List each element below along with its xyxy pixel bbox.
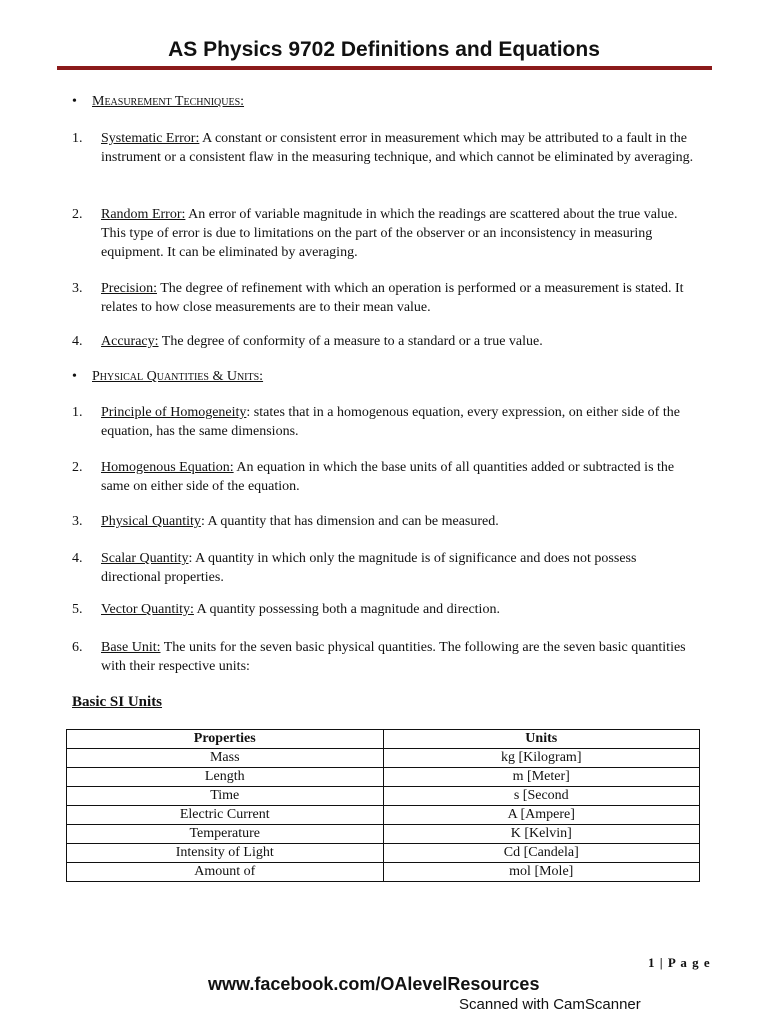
table-row — [67, 768, 700, 787]
column-header-properties: Properties — [67, 730, 384, 749]
table-row — [67, 806, 700, 825]
definition-term: Accuracy: — [101, 334, 159, 349]
title-divider — [57, 66, 712, 70]
definition-text: A quantity possessing both a magnitude and direction. — [193, 602, 500, 617]
section-heading-quantities — [72, 369, 263, 385]
item-number: 6. — [72, 640, 83, 655]
item-number: 1. — [72, 405, 83, 420]
bullet-icon: • — [72, 94, 77, 109]
item-number: 4. — [72, 334, 83, 349]
table-row — [67, 825, 700, 844]
definition-text: An equation in which the base units of all quantities added or subtracted is the same on either side of the equation. — [101, 460, 675, 494]
definition-item — [72, 512, 697, 531]
definition-text: : A quantity in which only the magnitude is of significance and does not possess directional properties. — [101, 551, 637, 585]
unit-cell: A [Ampere] — [383, 806, 700, 825]
definition-text: The degree of refinement with which an operation is performed or a measurement is stated. It relates to how close measurements are to their mean value. — [101, 281, 684, 315]
footer-link[interactable]: www.facebook.com/OAlevelResources — [208, 974, 540, 994]
definition-term: Scalar Quantity — [101, 551, 189, 566]
section-heading-text: Physical Quantities & Units: — [92, 369, 264, 384]
document-title: AS Physics 9702 Definitions and Equations — [168, 38, 600, 61]
definition-text: : states that in a homogenous equation, every expression, on either side of the equation, has the same dimensions. — [101, 405, 680, 439]
scanner-watermark: Scanned with CamScanner — [459, 996, 641, 1013]
definition-item — [72, 600, 697, 619]
column-header-units: Units — [383, 730, 700, 749]
definition-term: Precision: — [101, 281, 157, 296]
definition-term: Systematic Error: — [101, 131, 200, 146]
definition-item — [72, 403, 697, 441]
definition-term: Vector Quantity: — [101, 602, 194, 617]
definition-text: The units for the seven basic physical quantities. The following are the seven basic quantities with their respective units: — [101, 640, 686, 674]
property-cell: Electric Current — [67, 806, 384, 825]
item-number: 2. — [72, 460, 83, 475]
definition-text: : A quantity that has dimension and can be measured. — [200, 514, 499, 529]
definition-text: The degree of conformity of a measure to a standard or a true value. — [158, 334, 543, 349]
item-number: 2. — [72, 207, 83, 222]
definition-term: Principle of Homogeneity — [101, 405, 247, 420]
item-number: 3. — [72, 514, 83, 529]
table-row — [67, 749, 700, 768]
page-number: 1 | P a g e — [648, 955, 711, 970]
table-row — [67, 787, 700, 806]
definition-text: A constant or consistent error in measurement which may be attributed to a fault in the instrument or a consistent flaw in the measuring technique, and which cannot be eliminated by averaging. — [101, 131, 694, 165]
bullet-icon: • — [72, 369, 77, 384]
section-heading-text: Measurement Techniques: — [92, 94, 245, 109]
unit-cell: s [Second — [383, 787, 700, 806]
unit-cell: Cd [Candela] — [383, 844, 700, 863]
property-cell: Amount of — [67, 863, 384, 882]
definition-item — [72, 279, 697, 317]
definition-item — [72, 549, 697, 587]
definition-term: Physical Quantity — [101, 514, 201, 529]
definition-item — [72, 129, 697, 167]
definition-item — [72, 638, 697, 676]
definition-item — [72, 458, 697, 496]
definition-item — [72, 205, 697, 262]
unit-cell: mol [Mole] — [383, 863, 700, 882]
table-header-row — [67, 730, 700, 749]
table-row — [67, 844, 700, 863]
si-units-heading: Basic SI Units — [72, 694, 163, 710]
definition-term: Random Error: — [101, 207, 186, 222]
property-cell: Temperature — [67, 825, 384, 844]
item-number: 3. — [72, 281, 83, 296]
property-cell: Mass — [67, 749, 384, 768]
item-number: 5. — [72, 602, 83, 617]
definition-term: Base Unit: — [101, 640, 161, 655]
si-units-table — [66, 729, 700, 882]
item-number: 4. — [72, 551, 83, 566]
property-cell: Length — [67, 768, 384, 787]
section-heading-measurement — [72, 94, 244, 110]
table-row — [67, 863, 700, 882]
property-cell: Intensity of Light — [67, 844, 384, 863]
unit-cell: K [Kelvin] — [383, 825, 700, 844]
item-number: 1. — [72, 131, 83, 146]
definition-text: An error of variable magnitude in which the readings are scattered about the true value. This type of error is due to limitations on the part of the observer or an inconsistency in measuring equipment. It can be eliminated by averaging. — [101, 207, 678, 260]
definition-term: Homogenous Equation: — [101, 460, 234, 475]
unit-cell: kg [Kilogram] — [383, 749, 700, 768]
definition-item — [72, 332, 697, 351]
property-cell: Time — [67, 787, 384, 806]
unit-cell: m [Meter] — [383, 768, 700, 787]
